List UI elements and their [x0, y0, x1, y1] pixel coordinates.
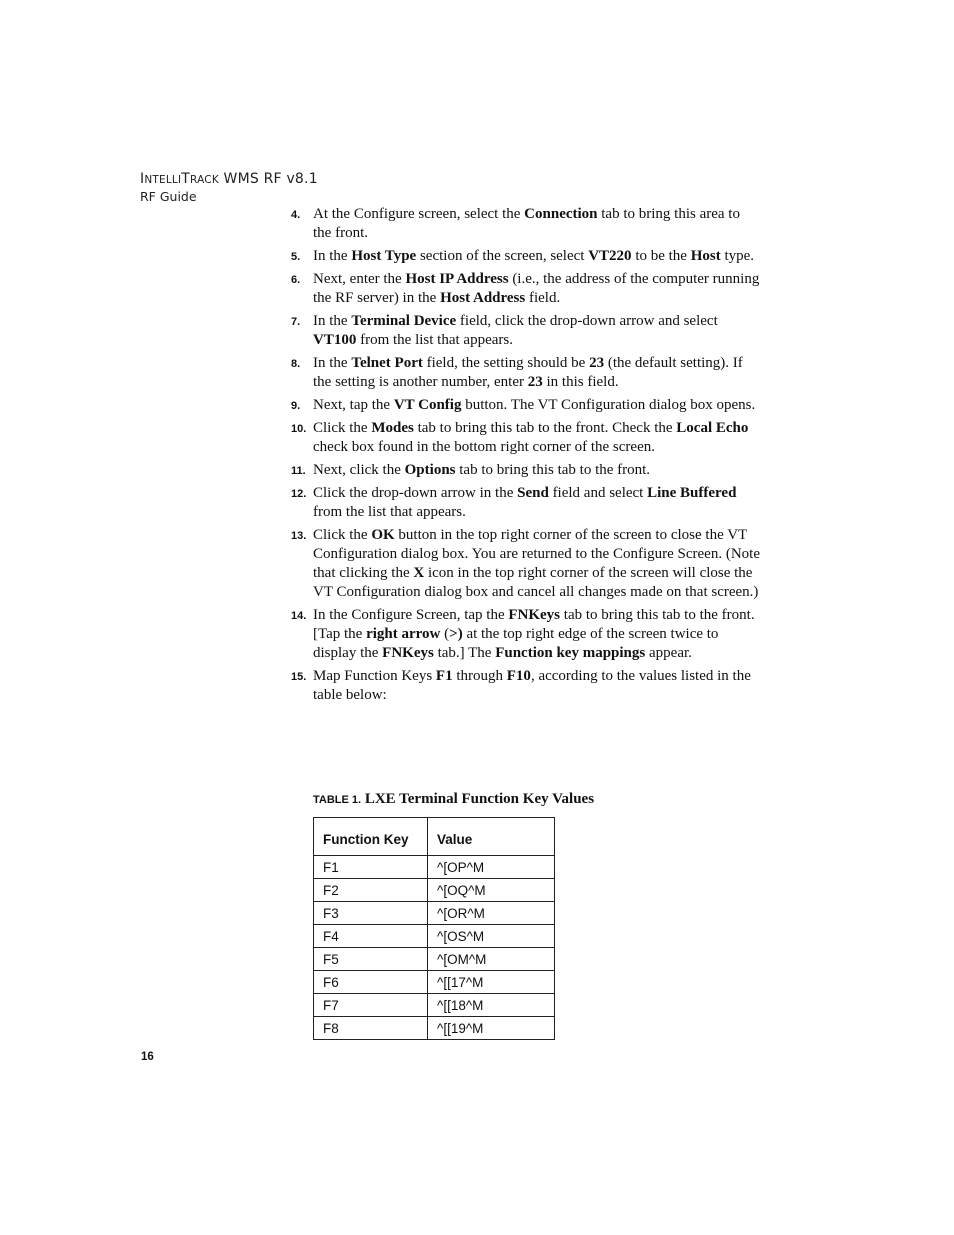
step-text	[313, 668, 751, 703]
table-caption	[313, 791, 594, 808]
text-run: tab to bring this area to the front.	[313, 206, 740, 241]
text-run: field, the setting should be	[422, 355, 590, 371]
bold-term: Local Echo	[676, 420, 749, 436]
bold-term: VT100	[313, 332, 357, 348]
table-header-row	[314, 818, 555, 856]
bold-term: Host Type	[351, 248, 417, 264]
step-text	[313, 313, 718, 348]
text-run: from the list that appears.	[313, 504, 466, 520]
step-number: 6.	[291, 274, 301, 286]
step-item	[291, 312, 761, 350]
cell-function-key: F6	[314, 971, 428, 994]
page-number: 16	[141, 1051, 154, 1063]
step-text	[313, 527, 760, 600]
step-number: 10.	[291, 423, 307, 435]
cell-value: ^[OM^M	[428, 948, 555, 971]
bold-term: FNKeys	[508, 607, 561, 623]
table-row	[314, 1017, 555, 1040]
running-header	[140, 170, 318, 205]
cell-value: ^[[17^M	[428, 971, 555, 994]
step-text	[313, 462, 650, 478]
cell-value: ^[[18^M	[428, 994, 555, 1017]
cell-value: ^[[19^M	[428, 1017, 555, 1040]
text-run: Next, tap the	[313, 397, 394, 413]
text-run: In the	[313, 248, 352, 264]
step-item	[291, 526, 761, 602]
step-text	[313, 607, 755, 661]
text-run: tab to bring this tab to the front. Check the	[413, 420, 677, 436]
title-part: NTELLI	[144, 174, 182, 186]
text-run: to be the	[631, 248, 691, 264]
cell-value: ^[OS^M	[428, 925, 555, 948]
table-label: TABLE 1.	[313, 794, 362, 806]
text-run: (	[440, 626, 450, 642]
step-item	[291, 667, 761, 705]
text-run: type.	[720, 248, 755, 264]
step-text	[313, 355, 743, 390]
bold-term: F10	[506, 668, 531, 684]
step-item	[291, 461, 761, 480]
text-run: field.	[525, 290, 561, 306]
instruction-steps	[291, 205, 761, 709]
text-run: (i.e., the address of the computer running the RF server) in the	[313, 271, 760, 306]
step-number: 11.	[291, 465, 306, 477]
column-header-value: Value	[428, 818, 555, 856]
bold-term: Telnet Port	[351, 355, 423, 371]
step-item	[291, 419, 761, 457]
text-run: In the	[313, 313, 352, 329]
bold-term: X	[413, 565, 425, 581]
cell-value: ^[OQ^M	[428, 879, 555, 902]
text-run: check box found in the bottom right corner of the screen.	[313, 439, 655, 455]
bold-term: right arrow	[366, 626, 441, 642]
step-text	[313, 271, 759, 306]
text-run: field and select	[548, 485, 648, 501]
text-run: from the list that appears.	[356, 332, 513, 348]
text-run: (the default setting). If the setting is another number, enter	[313, 355, 743, 390]
function-key-table	[313, 817, 555, 1040]
bold-term: Modes	[371, 420, 414, 436]
table-row	[314, 856, 555, 879]
step-item	[291, 484, 761, 522]
bold-term: OK	[371, 527, 395, 543]
step-number: 4.	[291, 209, 301, 221]
step-item	[291, 247, 761, 266]
bold-term: VT220	[588, 248, 632, 264]
text-run: appear.	[645, 645, 692, 661]
text-run: button in the top right corner of the screen to close the VT Configuration dialog box. You are returned to the Configure Screen. (Note that clicking the	[313, 527, 760, 581]
bold-term: Options	[404, 462, 456, 478]
text-run: Next, enter the	[313, 271, 406, 287]
text-run: Click the	[313, 527, 372, 543]
document-subtitle: RF Guide	[140, 189, 197, 204]
title-part: WMS RF v8.1	[218, 171, 318, 187]
text-run: In the	[313, 355, 352, 371]
step-number: 12.	[291, 488, 307, 500]
title-part: I	[140, 171, 145, 187]
bold-term: Connection	[524, 206, 598, 222]
text-run: tab to bring this tab to the front.	[455, 462, 651, 478]
table-row	[314, 948, 555, 971]
cell-value: ^[OR^M	[428, 902, 555, 925]
step-number: 7.	[291, 316, 301, 328]
bold-term: Send	[517, 485, 549, 501]
text-run: Click the	[313, 420, 372, 436]
text-run: Map Function Keys	[313, 668, 436, 684]
table-title: LXE Terminal Function Key Values	[364, 791, 595, 807]
text-run: , according to the values listed in the table below:	[313, 668, 751, 703]
text-run: icon in the top right corner of the screen will close the VT Configuration dialog box and cancel all changes made on that screen.)	[313, 565, 759, 600]
text-run: tab.] The	[433, 645, 496, 661]
table-row	[314, 971, 555, 994]
text-run: field, click the drop-down arrow and select	[456, 313, 718, 329]
cell-function-key: F3	[314, 902, 428, 925]
step-number: 14.	[291, 610, 307, 622]
bold-term: VT Config	[393, 397, 462, 413]
step-number: 15.	[291, 671, 307, 683]
cell-function-key: F8	[314, 1017, 428, 1040]
cell-function-key: F2	[314, 879, 428, 902]
text-run: at the top right edge of the screen twice to display the	[313, 626, 719, 661]
step-number: 8.	[291, 358, 301, 370]
bold-term: Line Buffered	[647, 485, 737, 501]
column-header-function-key: Function Key	[314, 818, 428, 856]
text-run: At the Configure screen, select the	[313, 206, 525, 222]
step-text	[313, 485, 736, 520]
bold-term: Host Address	[440, 290, 526, 306]
bold-term: Host	[690, 248, 721, 264]
step-text	[313, 248, 754, 264]
document-title	[140, 170, 318, 189]
text-run: In the Configure Screen, tap the	[313, 607, 509, 623]
step-item	[291, 270, 761, 308]
cell-function-key: F7	[314, 994, 428, 1017]
table-row	[314, 925, 555, 948]
bold-term: Function key mappings	[495, 645, 646, 661]
text-run: Next, click the	[313, 462, 405, 478]
bold-term: >)	[449, 626, 463, 642]
bold-term: Terminal Device	[351, 313, 457, 329]
bold-term: F1	[435, 668, 453, 684]
cell-function-key: F5	[314, 948, 428, 971]
table-row	[314, 879, 555, 902]
cell-value: ^[OP^M	[428, 856, 555, 879]
step-number: 13.	[291, 530, 307, 542]
title-part: T	[181, 171, 191, 187]
text-run: in this field.	[542, 374, 619, 390]
bold-term: Host IP Address	[405, 271, 509, 287]
bold-term: FNKeys	[382, 645, 434, 661]
step-number: 5.	[291, 251, 301, 263]
step-text	[313, 420, 748, 455]
text-run: Click the drop-down arrow in the	[313, 485, 518, 501]
step-text	[313, 397, 755, 413]
text-run: section of the screen, select	[416, 248, 589, 264]
cell-function-key: F1	[314, 856, 428, 879]
cell-function-key: F4	[314, 925, 428, 948]
table-row	[314, 902, 555, 925]
text-run: tab to bring this tab to the front. [Tap the	[313, 607, 755, 642]
bold-term: 23	[589, 355, 605, 371]
step-item	[291, 606, 761, 663]
step-number: 9.	[291, 400, 301, 412]
bold-term: 23	[527, 374, 543, 390]
text-run: through	[452, 668, 507, 684]
step-item	[291, 396, 761, 415]
step-item	[291, 205, 761, 243]
text-run: button. The VT Configuration dialog box opens.	[461, 397, 756, 413]
table-row	[314, 994, 555, 1017]
step-text	[313, 206, 740, 241]
step-item	[291, 354, 761, 392]
title-part: RACK	[190, 174, 219, 186]
